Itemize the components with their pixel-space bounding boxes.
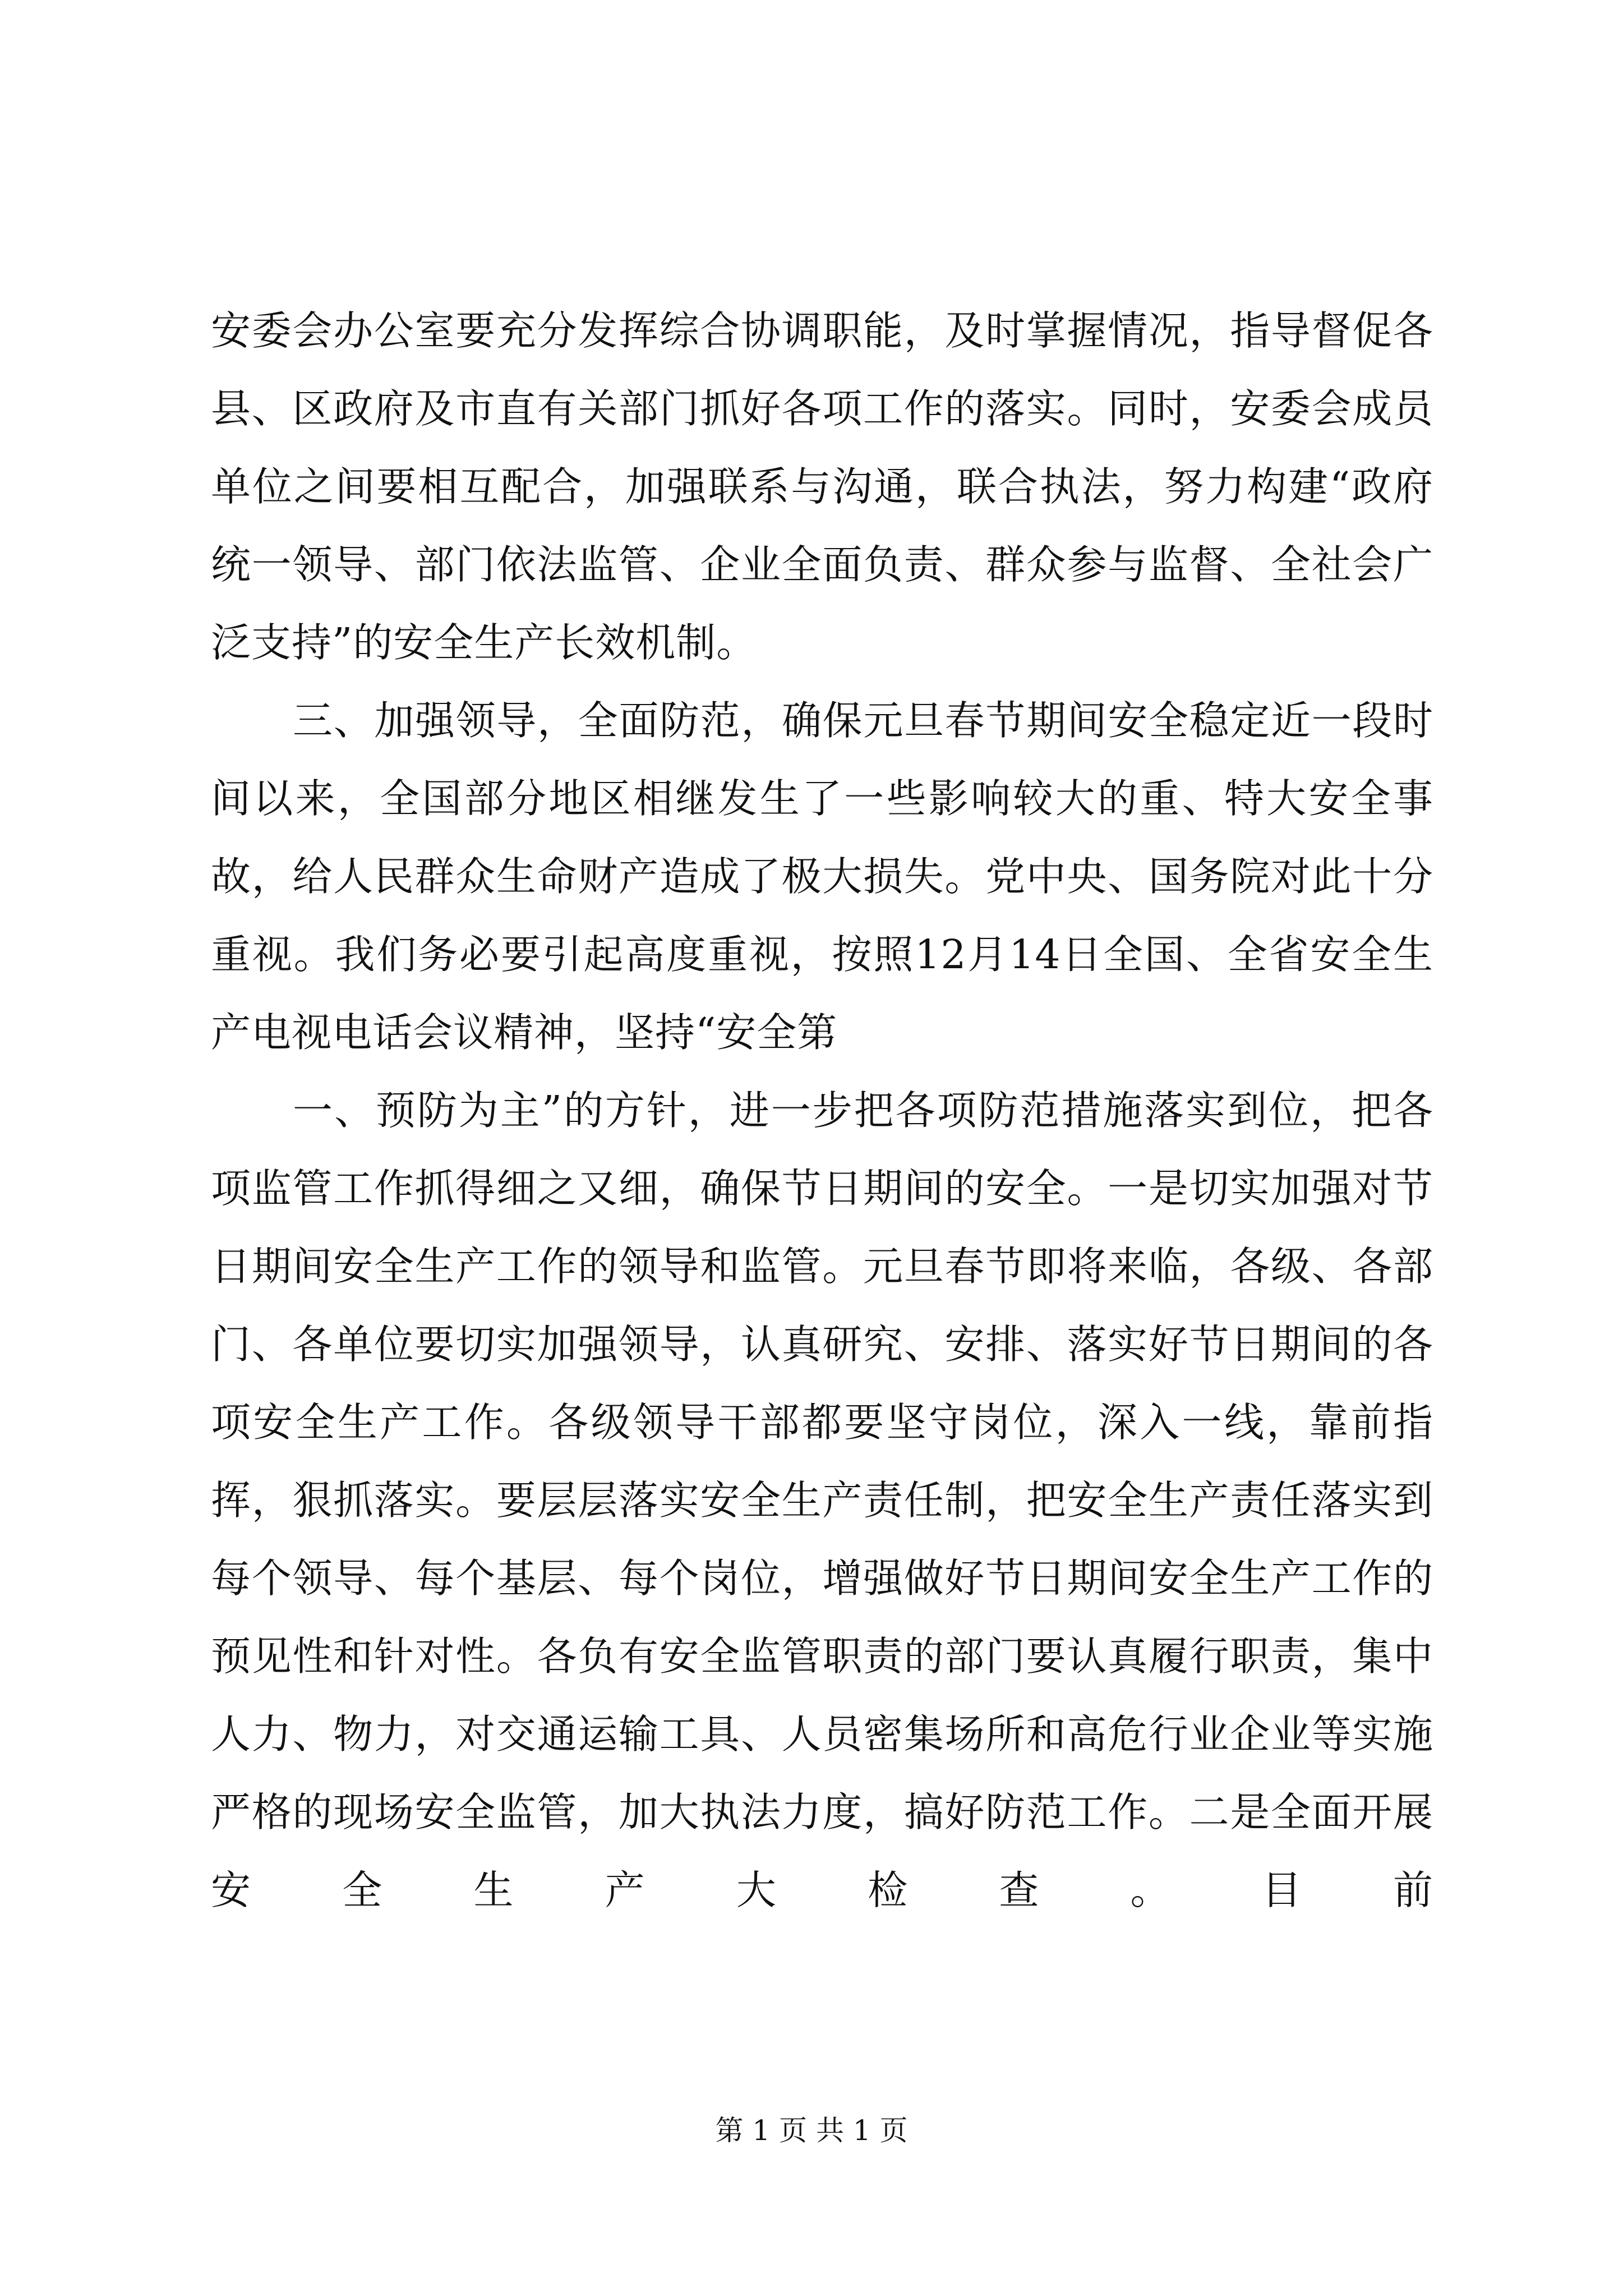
paragraph-3: 一、预防为主”的方针，进一步把各项防范措施落实到位，把各项监管工作抓得细之又细，确保节日期间的安全。一是切实加强对节日期间安全生产工作的领导和监管。元旦春节即将来临，各级、各部门、各单位要切实加强领导，认真研究、安排、落实好节日期间的各项安全生产工作。各级领导干部都要坚守岗位，深入一线，靠前指挥，狠抓落实。要层层落实安全生产责任制，把安全生产责任落实到每个领导、每个基层、每个岗位，增强做好节日期间安全生产工作的预见性和针对性。各负有安全监管职责的部门要认真履行职责，集中人力、物力，对交通运输工具、人员密集场所和高危行业企业等实施严格的现场安全监管，加大执法力度，搞好防范工作。二是全面开展安全生产大检查。目前 [211, 1087, 1433, 1913]
paragraph-2: 三、加强领导，全面防范，确保元旦春节期间安全稳定近一段时间以来，全国部分地区相继发生了一些影响较大的重、特大安全事故，给人民群众生命财产造成了极大损失。党中央、国务院对此十分重视。我们务必要引起高度重视，按照12月14日全国、全省安全生产电视电话会议精神，坚持“安全第 [211, 697, 1433, 1056]
document-body [211, 292, 1433, 1929]
page-footer: 第 1 页 共 1 页 [715, 2114, 908, 2147]
paragraph-1: 安委会办公室要充分发挥综合协调职能，及时掌握情况，指导督促各县、区政府及市直有关部门抓好各项工作的落实。同时，安委会成员单位之间要相互配合，加强联系与沟通，联合执法，努力构建“政府统一领导、部门依法监管、企业全面负责、群众参与监督、全社会广泛支持”的安全生产长效机制。 [211, 307, 1433, 666]
